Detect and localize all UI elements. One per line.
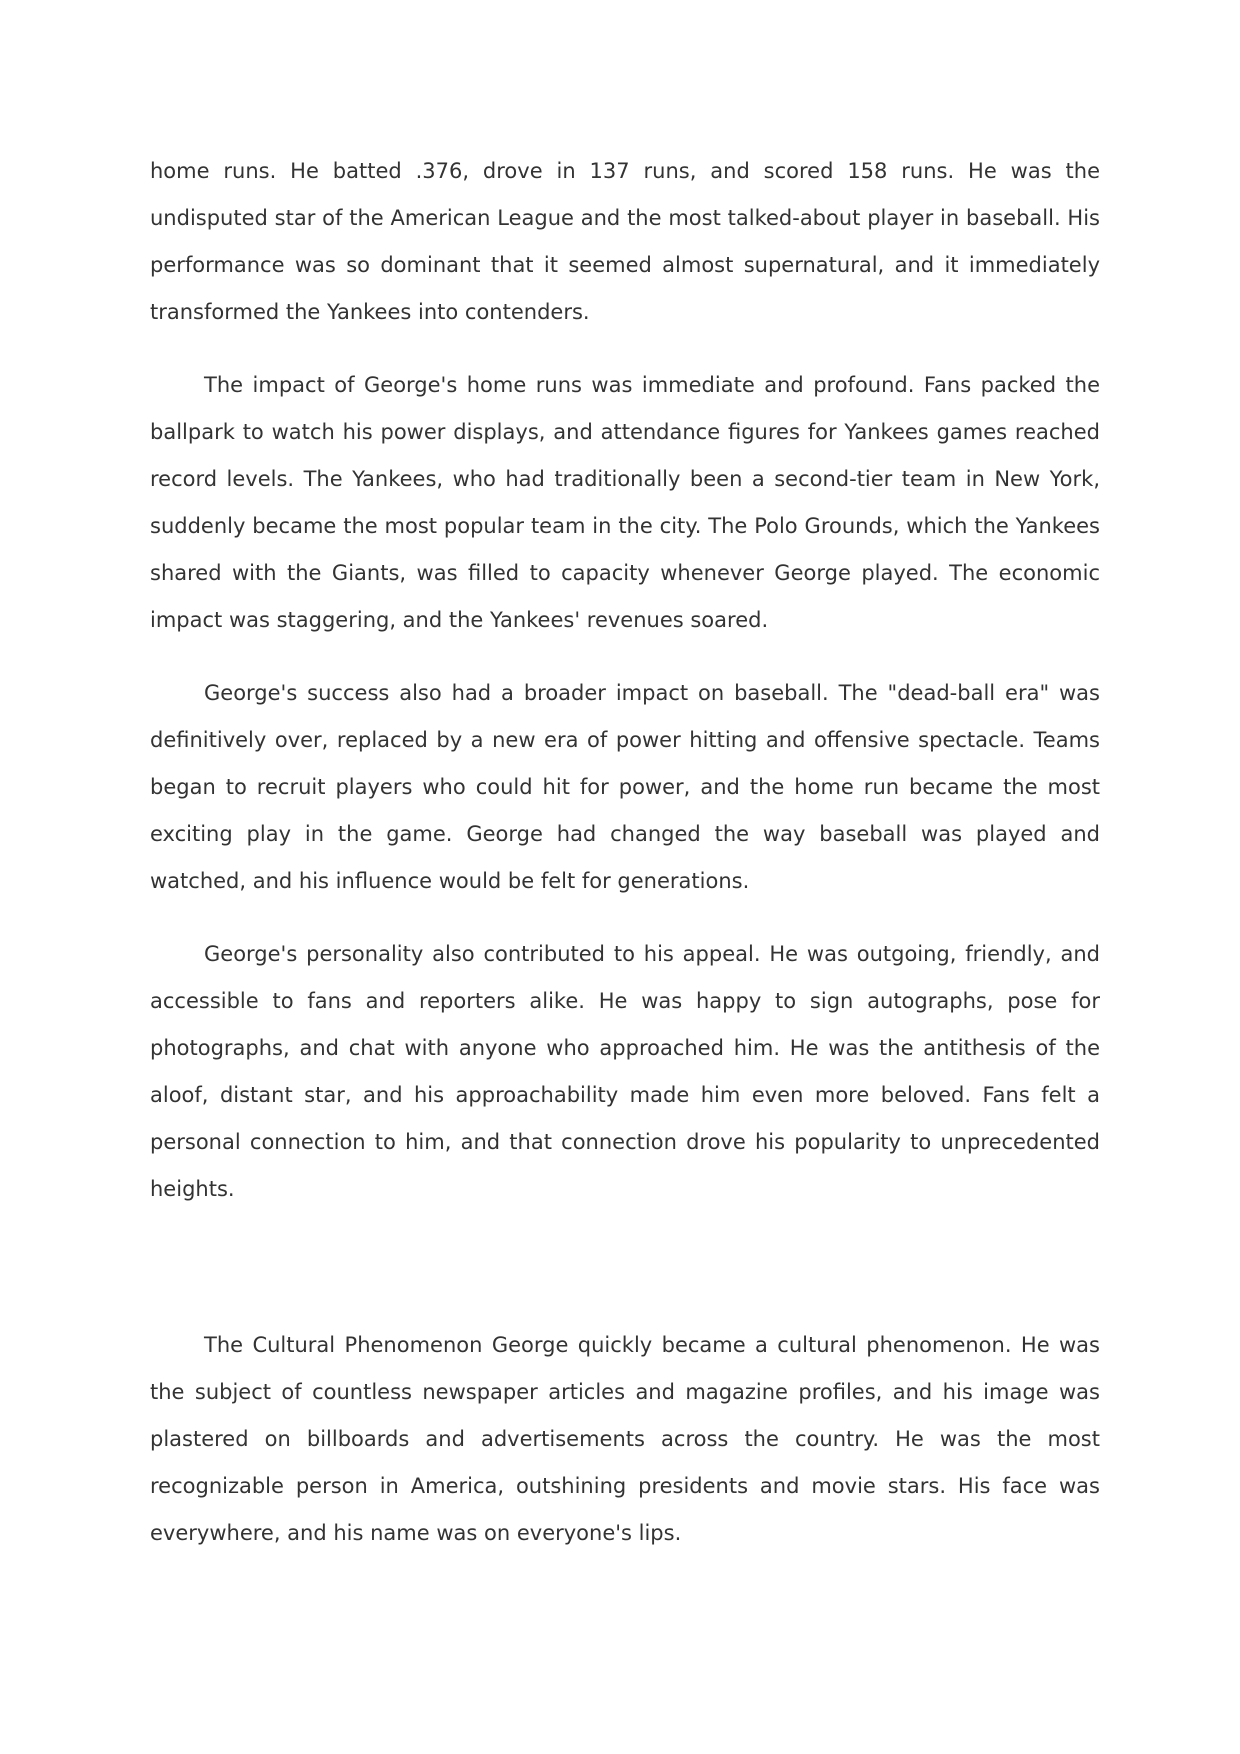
paragraph-personality: George's personality also contributed to his appeal. He was outgoing, friendly, and accessible to fans and reporters alike. He was happy to sign autographs, pose for photographs, and chat with anyone who approached him. He was the antithesis of the aloof, distant star, and his approachability made him even more beloved. Fans felt a personal connection to him, and that connection drove his popularity to unprecedented heights. <box>150 942 1100 1201</box>
paragraph-cultural-phenomenon: The Cultural Phenomenon George quickly became a cultural phenomenon. He was the subject of countless newspaper articles and magazine profiles, and his image was plastered on billboards and advertisements across the country. He was the most recognizable person in America, outshining presidents and movie stars. His face was everywhere, and his name was on everyone's lips. <box>150 1333 1100 1545</box>
paragraph-continued: home runs. He batted .376, drove in 137 runs, and scored 158 runs. He was the undisputed star of the American League and the most talked-about player in baseball. His performance was so dominant that it seemed almost supernatural, and it immediately transformed the Yankees into contenders. <box>150 159 1100 324</box>
paragraph-broader-impact: George's success also had a broader impact on baseball. The "dead-ball era" was definitively over, replaced by a new era of power hitting and offensive spectacle. Teams began to recruit players who could hit for power, and the home run became the most exciting play in the game. George had changed the way baseball was played and watched, and his influence would be felt for generations. <box>150 681 1100 893</box>
body-text <box>150 148 1100 1583</box>
paragraph-home-run-impact: The impact of George's home runs was immediate and profound. Fans packed the ballpark to watch his power displays, and attendance figures for Yankees games reached record levels. The Yankees, who had traditionally been a second-tier team in New York, suddenly became the most popular team in the city. The Polo Grounds, which the Yankees shared with the Giants, was filled to capacity whenever George played. The economic impact was staggering, and the Yankees' revenues soared. <box>150 373 1100 632</box>
